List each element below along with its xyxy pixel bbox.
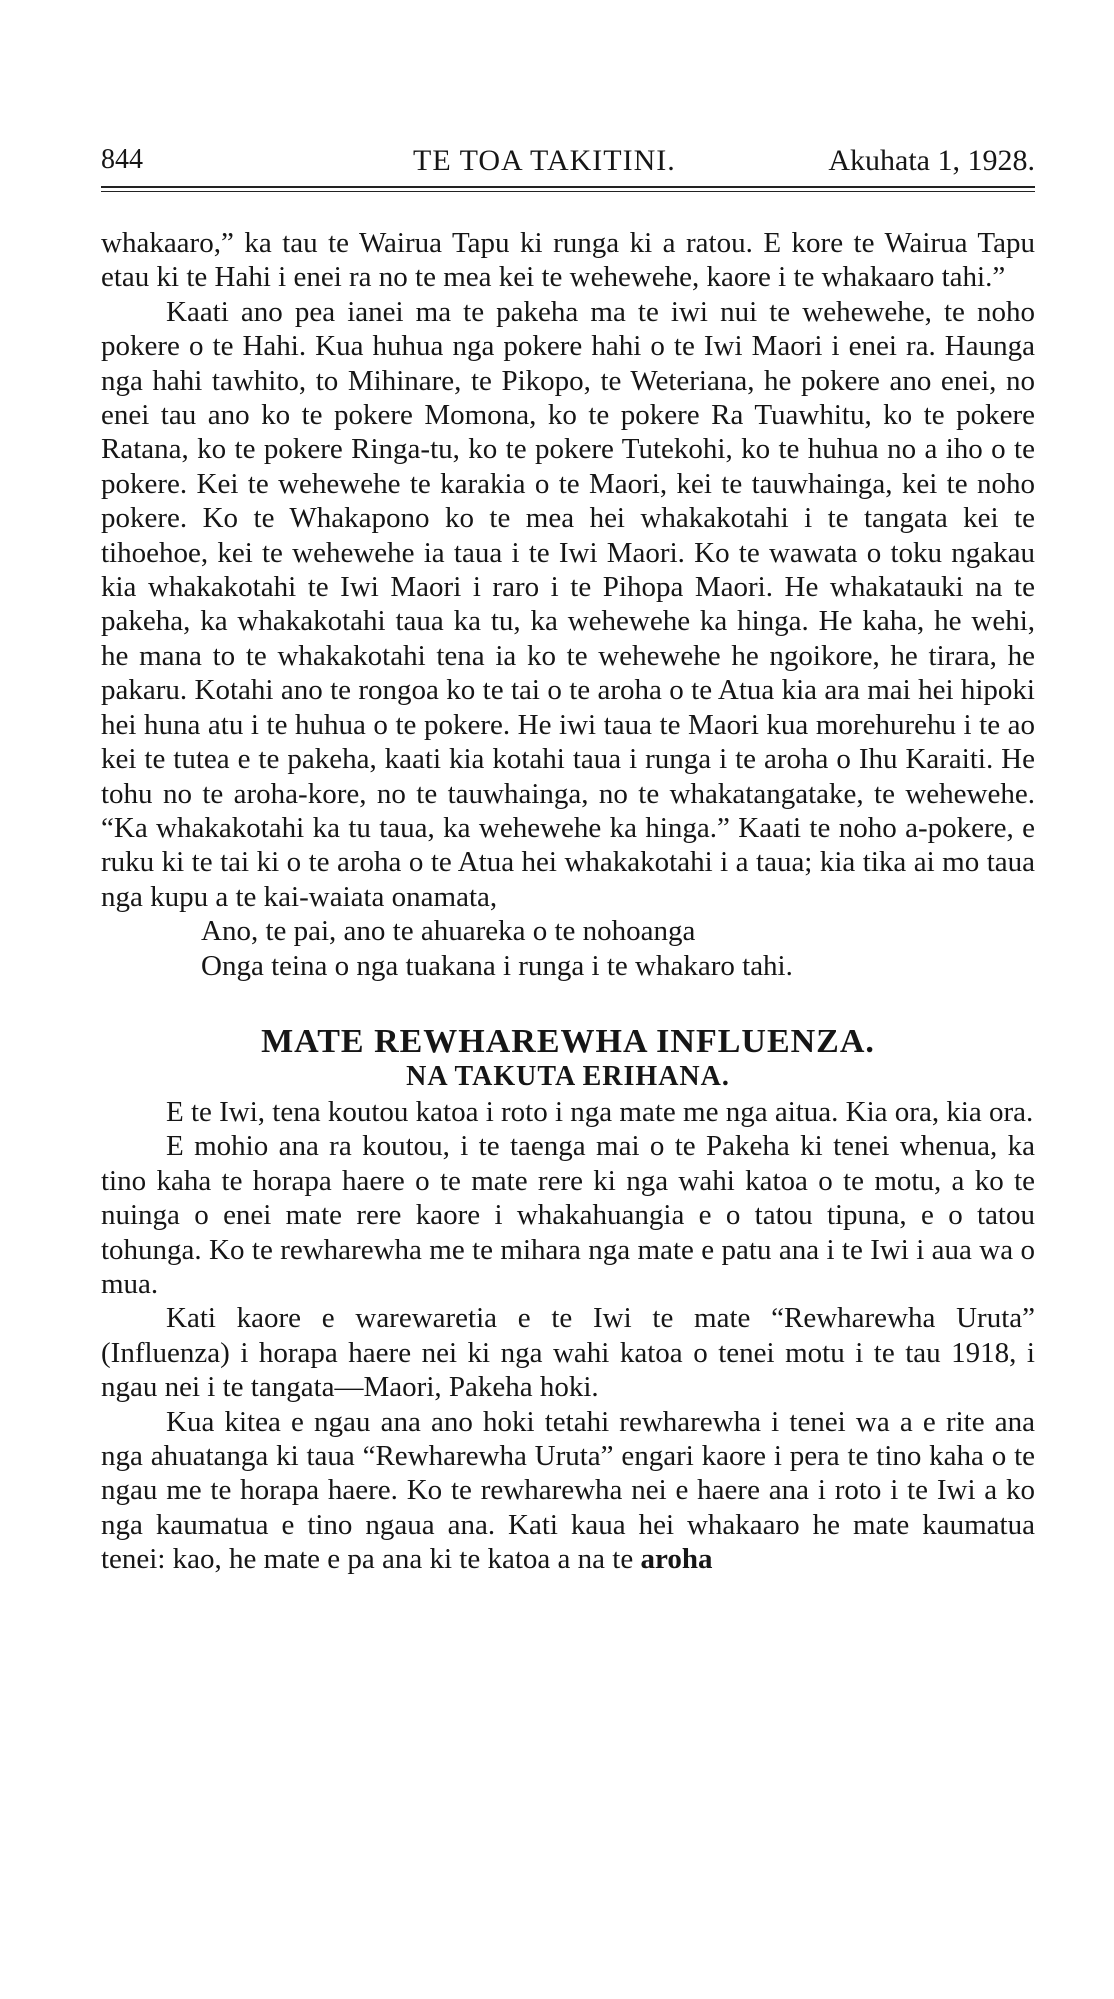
article-paragraph-3-text: Kua kitea e ngau ana ano hoki tetahi rewharewha i tenei wa a e rite ana nga ahuatanga ki taua “Rewharewha Uruta” engari kaore i pera te tino kaha o te ngau me te horapa haere. Ko te rewharewha nei e haere ana i roto i te Iwi a ko nga kaumatua e tino ngaua ana. Kati kaua hei whakaaro he mate kaumatua tenei: kao, he mate e pa ana ki te katoa a na te	[101, 1405, 1035, 1576]
issue-date: Akuhata 1, 1928.	[828, 144, 1035, 177]
article-title: MATE REWHAREWHA INFLUENZA.	[261, 1022, 875, 1060]
header-rule	[101, 186, 1035, 188]
article-paragraph-1: E mohio ana ra koutou, i te taenga mai o te Pakeha ki tenei whenua, ka tino kaha te horapa haere o te mate rere ki nga wahi katoa o te motu, a ko te nuinga o enei mate rere kaore i whakahuangia e o tatou tipuna, e o tatou tohunga. Ko te rewharewha me te mihara nga mate e patu ana i te Iwi i aua wa o mua.	[101, 1130, 1035, 1300]
article-byline: NA TAKUTA ERIHANA.	[406, 1060, 730, 1092]
article-paragraph-2: Kati kaore e warewaretia e te Iwi te mate “Rewharewha Uruta” (Influenza) i horapa haere nei ki nga wahi katoa o tenei motu i te tau 1918, i ngau nei i te tangata—Maori, Pakeha hoki.	[101, 1302, 1035, 1404]
page-number: 844	[101, 144, 143, 175]
page-body	[101, 226, 1035, 1577]
article-paragraph-3-bold: aroha	[640, 1543, 713, 1576]
verse-line-2: Onga teina o nga tuakana i runga i te whakaro tahi.	[201, 949, 793, 982]
paragraph-continuation: whakaaro,” ka tau te Wairua Tapu ki runga ki a ratou. E kore te Wairua Tapu etau ki te Hahi i enei ra no te mea kei te wehewehe, kaore i te whakaaro tahi.”	[101, 227, 1035, 294]
verse-line-1: Ano, te pai, ano te ahuareka o te nohoanga	[201, 915, 696, 948]
paragraph-pokere: Kaati ano pea ianei ma te pakeha ma te iwi nui te wehewehe, te noho pokere o te Hahi. Kua huhua nga pokere hahi o te Iwi Maori i enei ra. Haunga nga hahi tawhito, to Mihinare, te Pikopo, te Weteriana, he pokere ano enei, no enei tau ano ko te pokere Momona, ko te pokere Ra Tuawhitu, ko te pokere Ratana, ko te pokere Ringa-tu, ko te pokere Tutekohi, ko te huhua no a iho o te pokere. Kei te wehewehe te karakia o te Maori, kei te tauwhainga, kei te noho pokere. Ko te Whakapono ko te mea hei whakakotahi i te tangata kei te tihoehoe, kei te wehewehe ia taua i te Iwi Maori. Ko te wawata o toku ngakau kia whakakotahi te Iwi Maori i raro i te Pihopa Maori. He whakatauki na te pakeha, ka whakakotahi taua ka tu, ka wehewehe ka hinga. He kaha, he wehi, he mana to te whakakotahi tena ia ko te wehewehe he ngoikore, he tirara, he pakaru. Kotahi ano te rongoa ko te tai o te aroha o te Atua kia ara mai hei hipoki hei huna atu i te huhua o te pokere. He iwi taua te Maori kua morehurehu i te ao kei te tutea e te pakeha, kaati kia kotahi taua i runga i te aroha o Ihu Karaiti. He tohu no te aroha-kore, no te tauwhainga, no te whakatangatake, te wehewehe. “Ka whakakotahi ka tu taua, ka wehewehe ka hinga.” Kaati te noho a-pokere, e ruku ki te tai ki o te aroha o te Atua hei whakakotahi i a taua; kia tika ai mo taua nga kupu a te kai-waiata onamata,	[101, 295, 1035, 913]
header-rule-thin	[101, 191, 1035, 192]
journal-title: TE TOA TAKITINI.	[413, 144, 676, 177]
article-paragraph-3	[101, 1405, 1035, 1577]
page-header	[101, 140, 1035, 180]
article-greeting: E te Iwi, tena koutou katoa i roto i nga mate me nga aitua. Kia ora, kia ora.	[166, 1095, 1034, 1128]
